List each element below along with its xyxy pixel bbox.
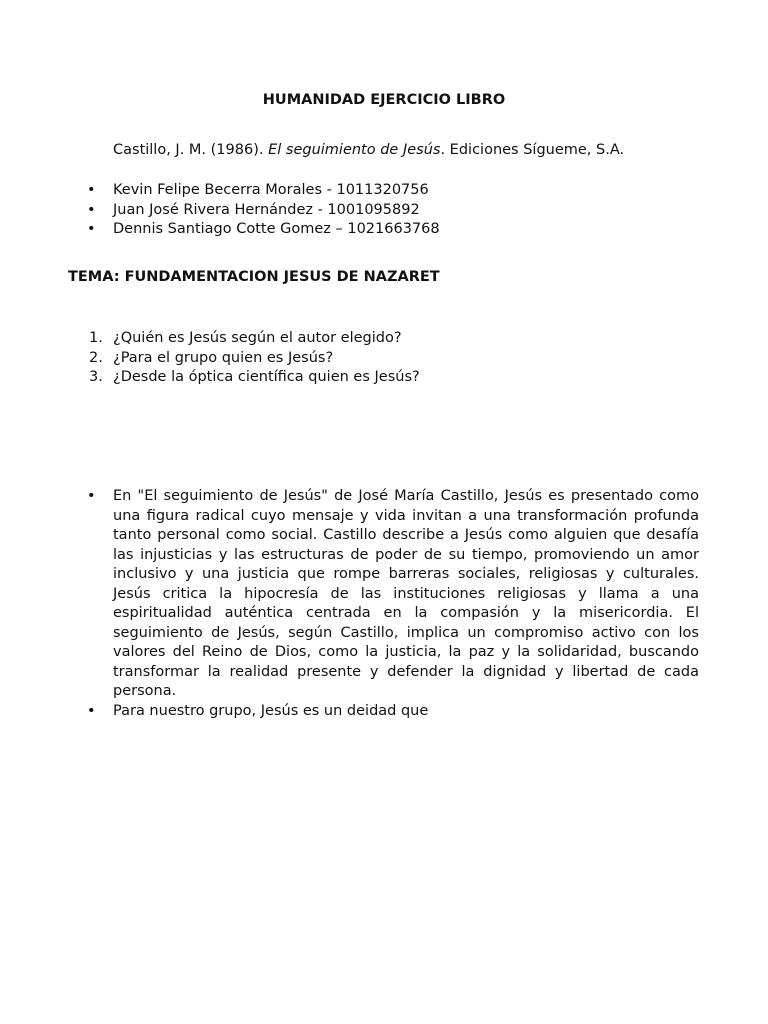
citation [113,142,624,158]
member-item [87,220,587,240]
member-item [87,201,587,221]
bullet-icon: • [87,201,96,218]
question-text: ¿Desde la óptica científica quien es Jesús? [113,369,420,386]
questions-list [89,329,420,388]
member-item [87,181,587,201]
member-text: Juan José Rivera Hernández - 1001095892 [113,201,420,218]
citation-publisher: . Ediciones Sígueme, S.A. [440,142,625,158]
topic-heading: TEMA: FUNDAMENTACION JESUS DE NAZARET [68,269,440,285]
group-members-list [87,181,587,240]
question-text: ¿Para el grupo quien es Jesús? [113,349,334,366]
question-number: 1. [89,330,103,346]
citation-book-title: El seguimiento de Jesús [268,142,441,158]
member-text: Dennis Santiago Cotte Gomez – 1021663768 [113,221,440,238]
answer-text: En "El seguimiento de Jesús" de José María Castillo, Jesús es presentado como una figura radical cuyo mensaje y vida invitan a una transformación profunda tanto personal como social. Castillo describe a Jesús como alguien que desafía las injusticias y las estructuras de poder de su tiempo, promoviendo un amor inclusivo y una justicia que rompe barreras sociales, religiosas y culturales. Jesús critica la hipocresía de las instituciones religiosas y llama a una espiritualidad auténtica centrada en la compasión y la misericordia. El seguimiento de Jesús, según Castillo, implica un compromiso activo con los valores del Reino de Dios, como la justicia, la paz y la solidaridad, buscando transformar la realidad presente y defender la dignidad y libertad de cada persona. [113,488,699,699]
question-item [89,349,420,369]
question-item [89,329,420,349]
citation-author-year: Castillo, J. M. (1986). [113,142,269,158]
answers-list [87,487,699,721]
question-number: 2. [89,349,103,366]
answer-text: Para nuestro grupo, Jesús es un deidad que [113,702,429,719]
bullet-icon: • [87,182,96,198]
question-number: 3. [89,369,103,386]
bullet-icon: • [87,702,96,719]
answer-item [87,702,699,722]
member-text: Kevin Felipe Becerra Morales - 1011320756 [113,182,429,198]
bullet-icon: • [87,488,96,504]
document-title: HUMANIDAD EJERCICIO LIBRO [262,92,506,108]
answer-item [87,487,699,702]
question-text: ¿Quién es Jesús según el autor elegido? [113,330,402,346]
question-item [89,368,420,388]
bullet-icon: • [87,221,96,238]
